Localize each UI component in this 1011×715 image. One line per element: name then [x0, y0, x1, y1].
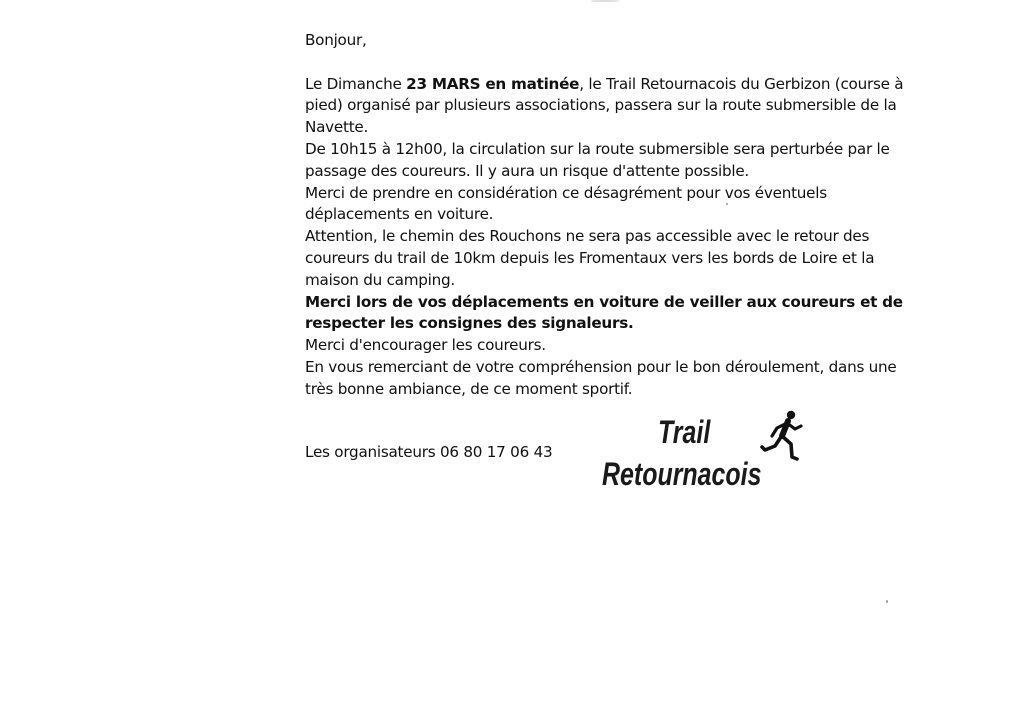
paragraph-warning: Attention, le chemin des Rouchons ne sera pas accessible avec le retour des coureurs du trail de 10km depuis les Fromentaux vers les bords de Loire et la maison du camping.: [305, 227, 875, 289]
logo-line-trail: Trail: [658, 414, 711, 450]
paragraph-schedule: De 10h15 à 12h00, la circulation sur la route submersible sera perturbée par le passage des coureurs. Il y aura un risque d'attente possible.: [305, 139, 890, 180]
paragraph-gap: [305, 52, 920, 74]
paragraph-inconvenience: Merci de prendre en considération ce désagrément pour vos éventuels déplacements en voiture.: [305, 183, 827, 224]
trail-logo: [602, 410, 812, 500]
paragraph-date: [305, 74, 920, 139]
paragraph-encourage: Merci d'encourager les coureurs.: [305, 336, 546, 355]
greeting: Bonjour,: [305, 31, 367, 49]
date-intro: Le Dimanche: [305, 74, 407, 93]
paragraph-safety-notice: Merci lors de vos déplacements en voiture de veiller aux coureurs et de respecter les consignes des signaleurs.: [305, 292, 903, 333]
scan-speck: [726, 203, 728, 205]
signature: Les organisateurs 06 80 17 06 43: [305, 443, 553, 461]
letter-body: [305, 30, 920, 401]
event-description: , le Trail Retournacois du Gerbizon (course à pied) organisé par plusieurs associations, passera sur la route submersible de la Navette.: [305, 74, 904, 137]
event-date: 23 MARS en matinée: [406, 74, 580, 93]
runner-icon: [760, 410, 808, 464]
scan-speck: [590, 0, 620, 2]
paragraph-thanks: En vous remerciant de votre compréhension pour le bon déroulement, dans une très bonne ambiance, de ce moment sportif.: [305, 357, 897, 398]
logo-line-retournacois: Retournacois: [602, 456, 762, 492]
scan-speck: [886, 600, 888, 603]
